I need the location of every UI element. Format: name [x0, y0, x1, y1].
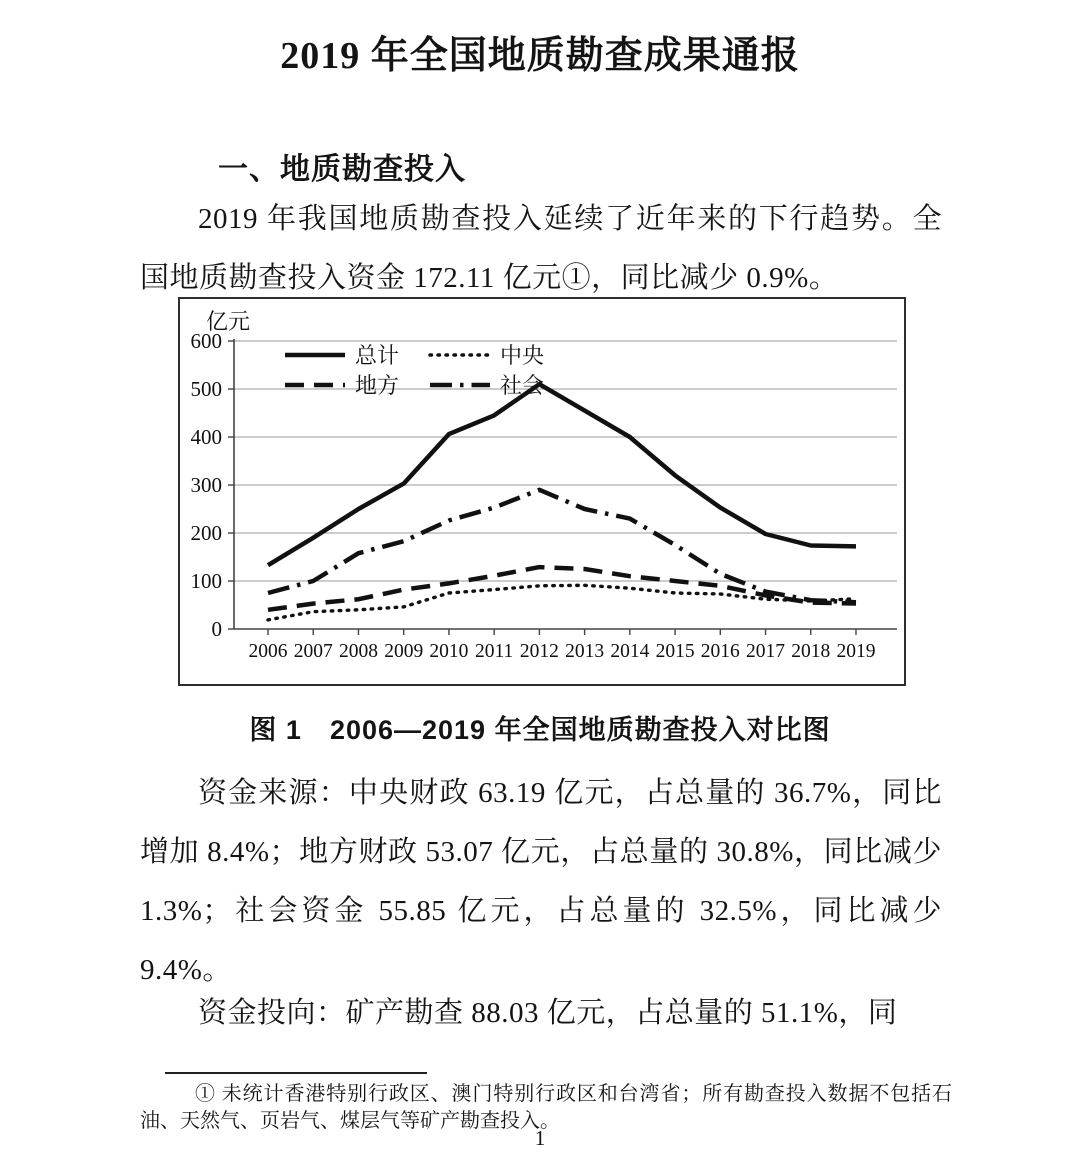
svg-text:2007: 2007: [293, 641, 333, 662]
footnote-divider: [165, 1072, 427, 1074]
svg-text:2012: 2012: [519, 641, 559, 662]
svg-text:2009: 2009: [384, 641, 424, 662]
svg-text:2019: 2019: [836, 641, 876, 662]
y-axis-tick-labels: [191, 329, 223, 641]
figure1-chart: [178, 297, 906, 686]
legend-label-0: 总计: [355, 343, 400, 368]
svg-text:2017: 2017: [746, 641, 786, 662]
svg-text:100: 100: [190, 569, 222, 593]
page-number: 1: [534, 1126, 546, 1150]
section-heading: 一、地质勘查投入: [218, 153, 466, 186]
paragraph-funding-direction: 资金投向：矿产勘查 88.03 亿元，占总量的 51.1%，同: [198, 997, 898, 1029]
legend-label-3: 社会: [500, 373, 545, 398]
svg-text:400: 400: [190, 425, 222, 449]
figure1-chart-svg: [180, 299, 904, 684]
paragraph-investment-overview: 2019 年我国地质勘查投入延续了近年来的下行趋势。全国地质勘查投入资金 172.11 亿元①，同比减少 0.9%。: [140, 203, 942, 294]
svg-text:2018: 2018: [791, 641, 831, 662]
svg-text:2014: 2014: [610, 641, 650, 662]
svg-text:2008: 2008: [338, 641, 378, 662]
x-axis-tick-labels: [249, 629, 876, 662]
svg-text:2016: 2016: [700, 641, 740, 662]
svg-text:600: 600: [190, 329, 222, 353]
svg-text:2006: 2006: [248, 641, 288, 662]
series-line-2: [268, 567, 856, 610]
figure1-caption: 图 1 2006—2019 年全国地质勘查投入对比图: [249, 715, 831, 745]
document-title: 2019 年全国地质勘查成果通报: [280, 35, 800, 77]
svg-text:2011: 2011: [475, 641, 514, 662]
series-line-0: [268, 384, 856, 565]
svg-text:2015: 2015: [655, 641, 695, 662]
svg-text:200: 200: [190, 521, 222, 545]
y-axis-unit-label: 亿元: [206, 309, 251, 334]
svg-text:500: 500: [190, 377, 222, 401]
svg-text:300: 300: [190, 473, 222, 497]
svg-text:2013: 2013: [565, 641, 605, 662]
chart-legend: [285, 343, 544, 398]
svg-text:0: 0: [211, 617, 222, 641]
legend-label-2: 地方: [355, 373, 400, 398]
legend-label-1: 中央: [500, 343, 545, 368]
svg-text:2010: 2010: [429, 641, 469, 662]
footnote-text: ① 未统计香港特别行政区、澳门特别行政区和台湾省；所有勘查投入数据不包括石油、天然气、页岩气、煤层气等矿产勘查投入。: [140, 1083, 952, 1132]
paragraph-funding-sources: 资金来源：中央财政 63.19 亿元，占总量的 36.7%，同比增加 8.4%；地方财政 53.07 亿元，占总量的 30.8%，同比减少 1.3%；社会资金 55.85 亿元，占总量的 32.5%，同比减少 9.4%。: [140, 777, 942, 986]
